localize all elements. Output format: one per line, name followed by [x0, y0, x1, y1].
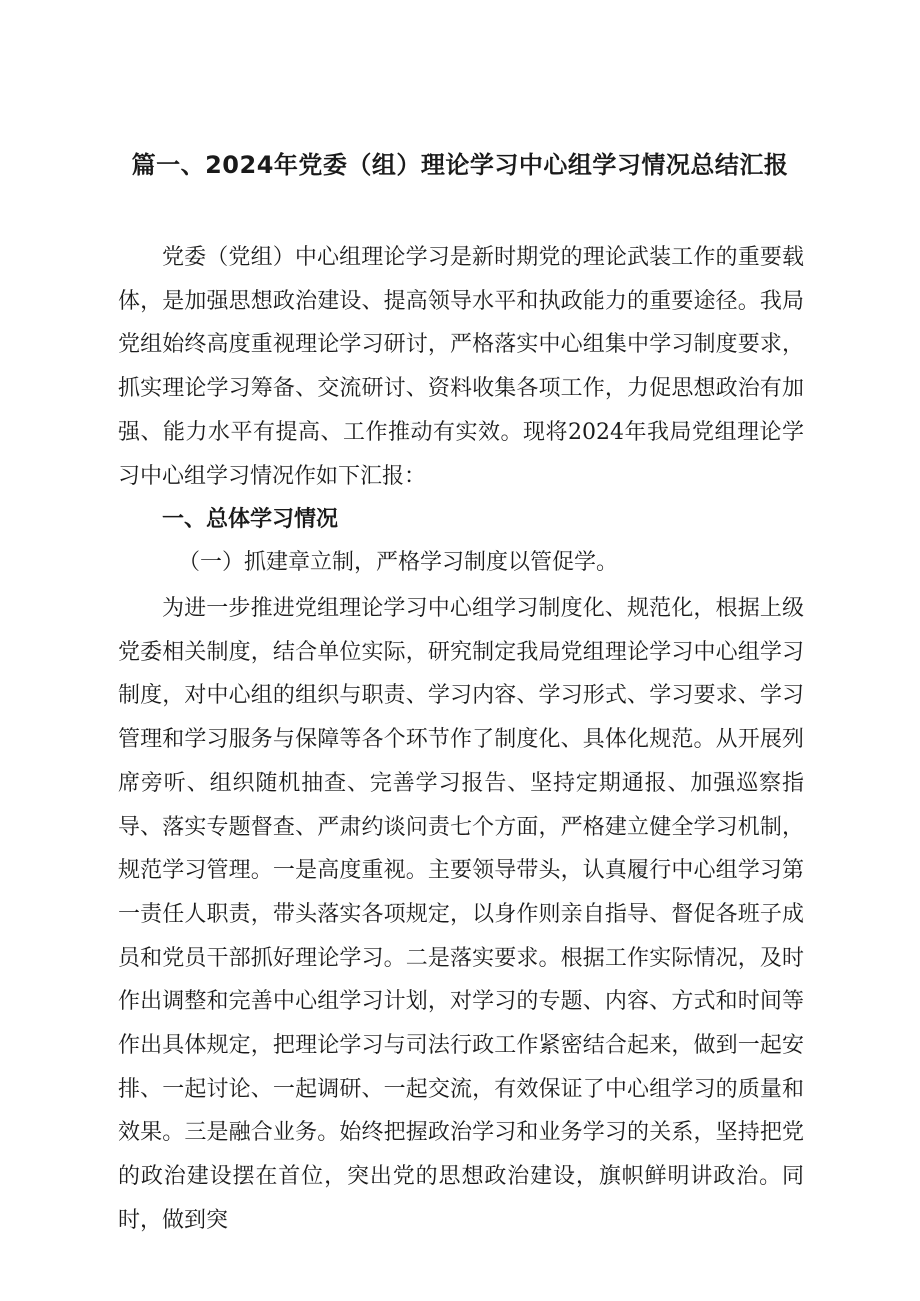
document-title: 篇一、2024年党委（组）理论学习中心组学习情况总结汇报: [131, 151, 789, 179]
intro-paragraph: 党委（党组）中心组理论学习是新时期党的理论武装工作的重要载体，是加强思想政治建设、提高领导水平和执政能力的重要途径。我局党组始终高度重视理论学习研讨，严格落实中心组集中学习制度要求，抓实理论学习筹备、交流研讨、资料收集各项工作，力促思想政治有加强、能力水平有提高、工作推动有实效。现将2024年我局党组理论学习中心组学习情况作如下汇报：: [118, 245, 804, 489]
section-heading: 一、总体学习情况: [162, 507, 339, 532]
subsection-heading: （一）抓建章立制，严格学习制度以管促学。: [178, 550, 619, 575]
body-paragraph: 为进一步推进党组理论学习中心组学习制度化、规范化，根据上级党委相关制度，结合单位实际，研究制定我局党组理论学习中心组学习制度，对中心组的组织与职责、学习内容、学习形式、学习要求、学习管理和学习服务与保障等各个环节作了制度化、具体化规范。从开展列席旁听、组织随机抽查、完善学习报告、坚持定期通报、加强巡察指导、落实专题督查、严肃约谈问责七个方面，严格建立健全学习机制，规范学习管理。一是高度重视。主要领导带头，认真履行中心组学习第一责任人职责，带头落实各项规定，以身作则亲自指导、督促各班子成员和党员干部抓好理论学习。二是落实要求。根据工作实际情况，及时作出调整和完善中心组学习计划，对学习的专题、内容、方式和时间等作出具体规定，把理论学习与司法行政工作紧密结合起来，做到一起安排、一起讨论、一起调研、一起交流，有效保证了中心组学习的质量和效果。三是融合业务。始终把握政治学习和业务学习的关系，坚持把党的政治建设摆在首位，突出党的思想政治建设，旗帜鲜明讲政治。同时，做到突: [118, 596, 804, 1233]
